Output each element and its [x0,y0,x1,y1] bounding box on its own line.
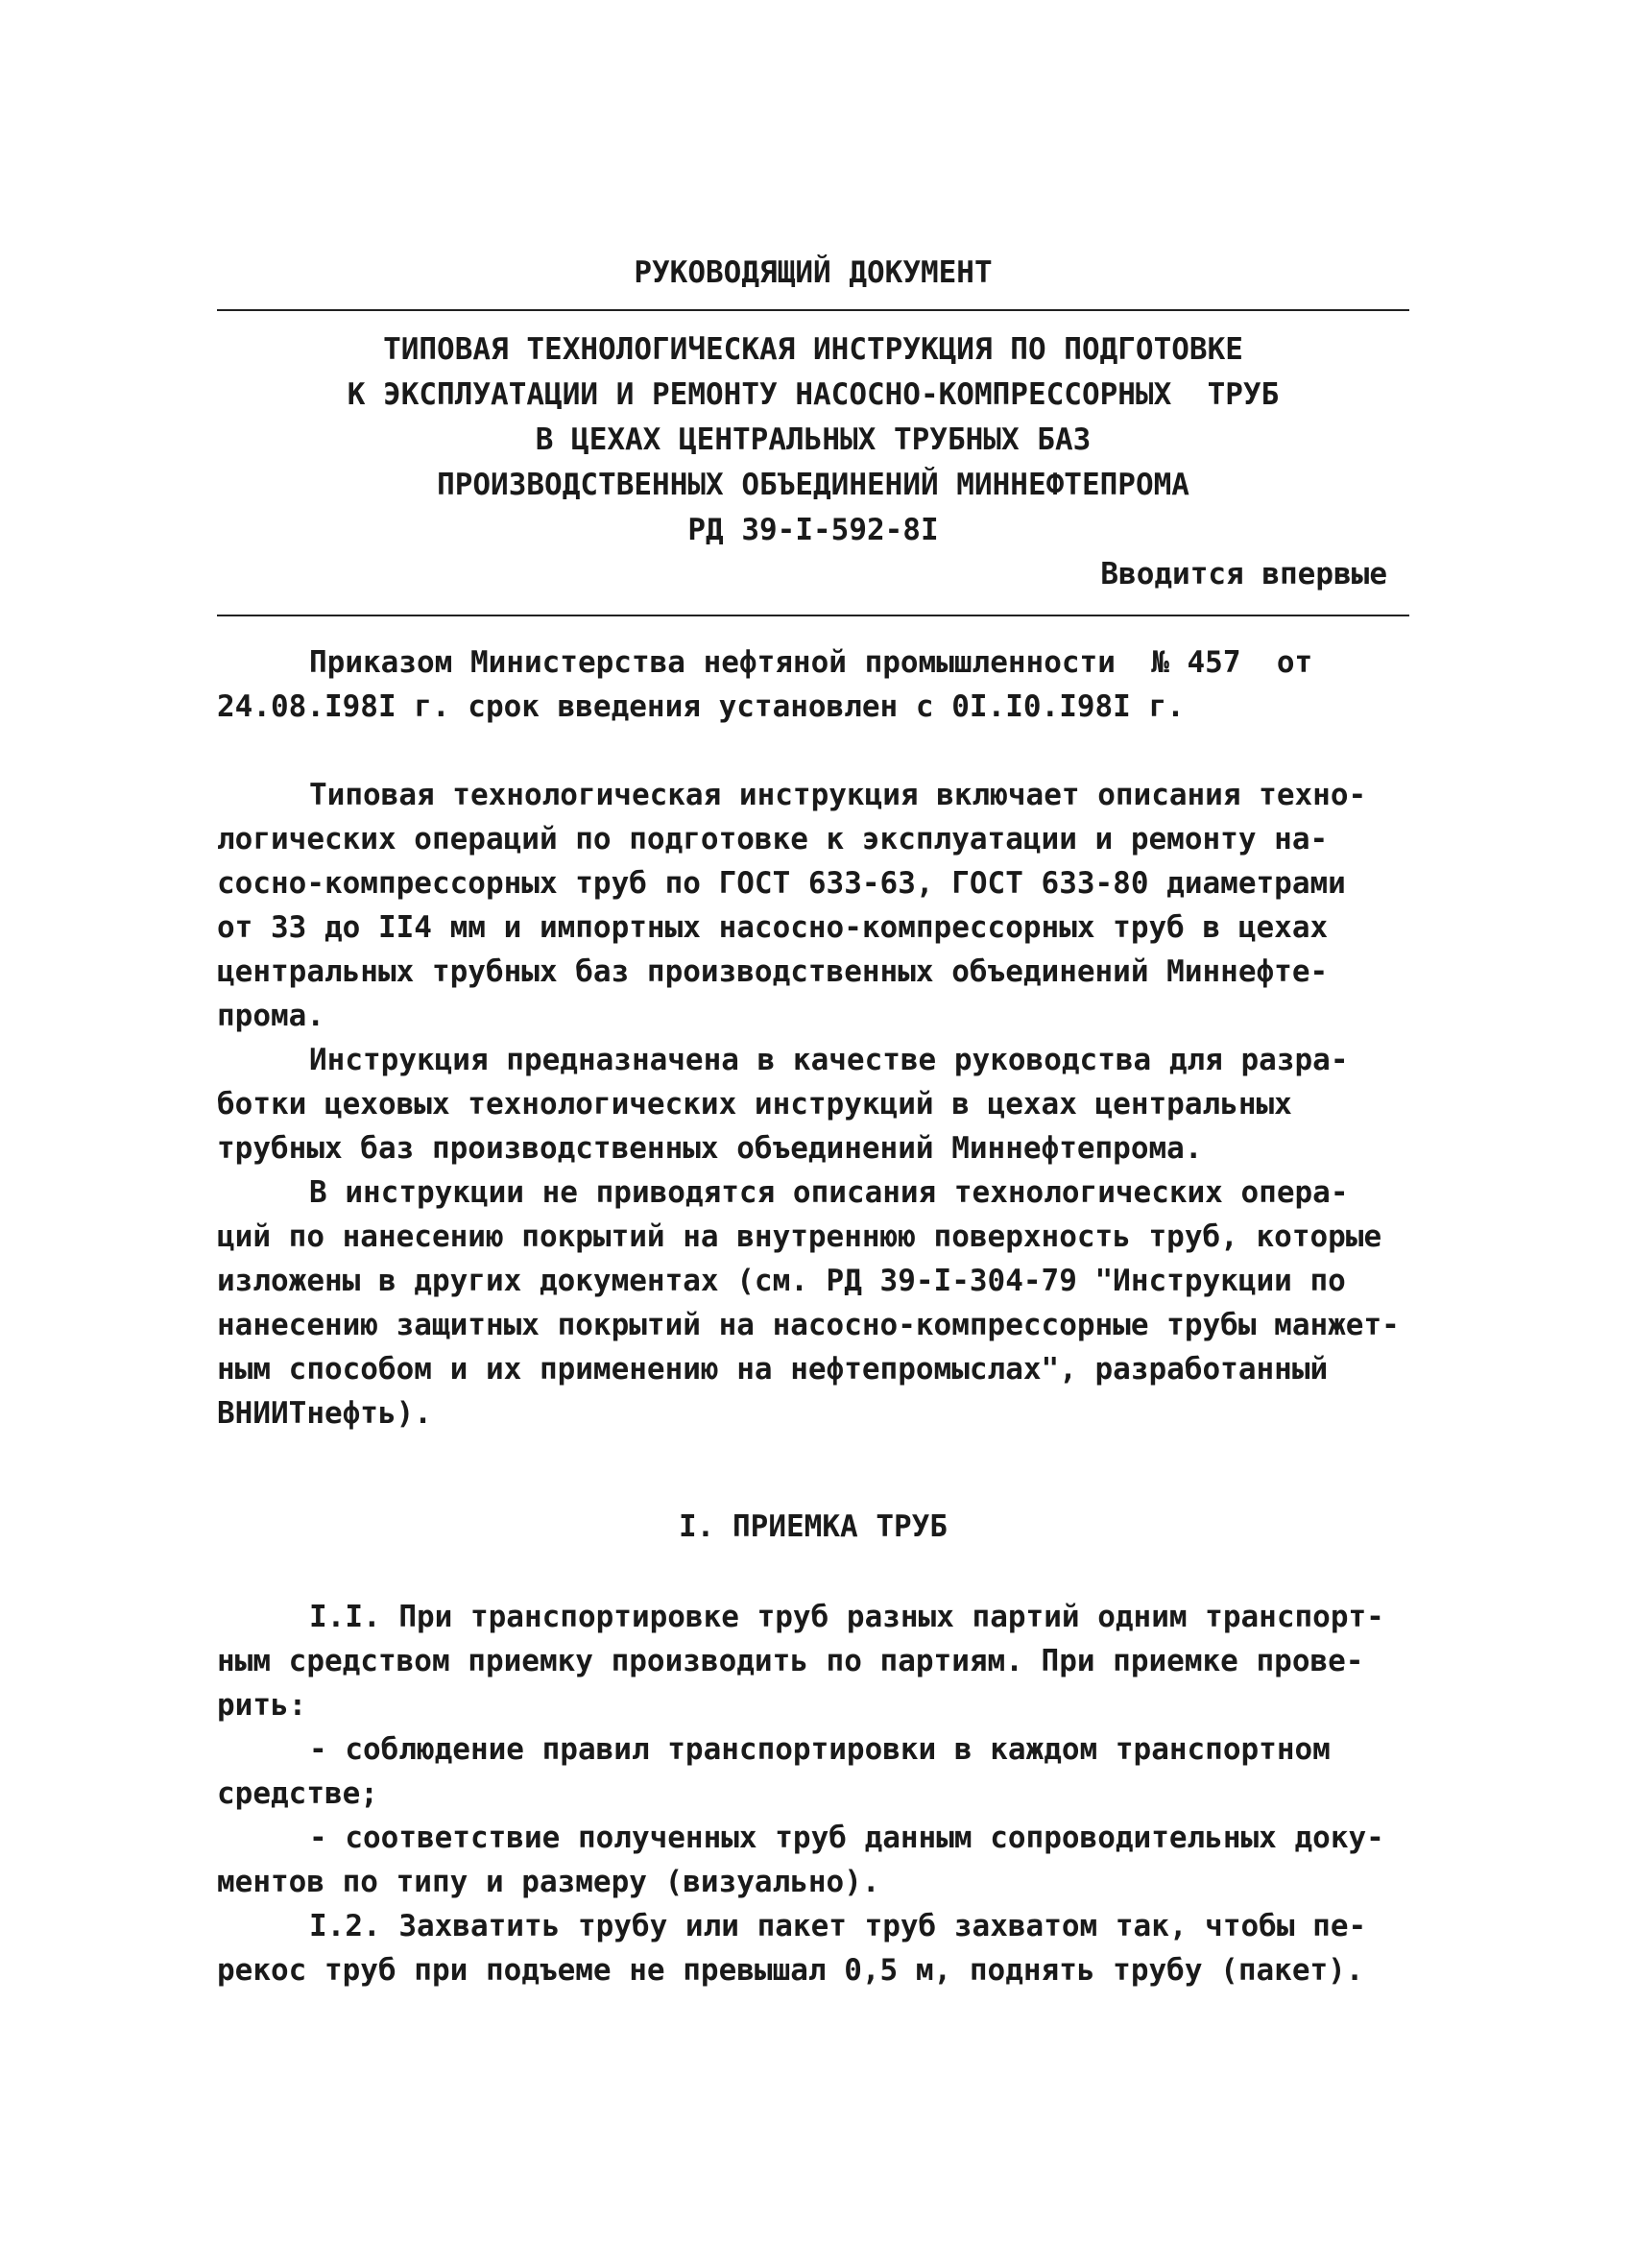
document-code: РД 39-I-592-8I [687,513,939,547]
paragraph-line: Типовая технологическая инструкция включает описания техно- [309,778,1367,812]
section-line: - соблюдение правил транспортировки в каждом транспортном [309,1732,1331,1767]
paragraph-line: ВНИИТнефть). [217,1396,432,1431]
paragraph-line: прома. [217,999,324,1033]
section-line: средстве; [217,1776,378,1811]
paragraph-line: нанесению защитных покрытий на насосно-компрессорные трубы манжет- [217,1308,1400,1342]
title-line-3: В ЦЕХАХ ЦЕНТРАЛЬНЫХ ТРУБНЫХ БАЗ [535,422,1092,457]
title-line-1: ТИПОВАЯ ТЕХНОЛОГИЧЕСКАЯ ИНСТРУКЦИЯ ПО ПОДГОТОВКЕ [383,332,1243,367]
paragraph-line: В инструкции не приводятся описания технологических опера- [309,1175,1349,1210]
section-line: рекос труб при подъеме не превышал 0,5 м, поднять трубу (пакет). [217,1953,1364,1988]
document-type-heading: РУКОВОДЯЩИЙ ДОКУМЕНТ [634,255,993,290]
paragraph-line: трубных баз производственных объединений Миннефтепрома. [217,1131,1203,1166]
order-line-2: 24.08.I98I г. срок введения установлен с 0I.I0.I98I г. [217,689,1185,724]
section-line: I.I. При транспортировке труб разных партий одним транспорт- [309,1600,1384,1634]
paragraph-line: сосно-компрессорных труб по ГОСТ 633-63, ГОСТ 633-80 диаметрами [217,866,1346,901]
paragraph-line: логических операций по подготовке к эксплуатации и ремонту на- [217,822,1329,857]
section-heading: I. ПРИЕМКА ТРУБ [679,1509,948,1544]
title-line-4: ПРОИЗВОДСТВЕННЫХ ОБЪЕДИНЕНИЙ МИННЕФТЕПРОМА [437,468,1189,502]
section-line: - соответствие полученных труб данным сопроводительных доку- [309,1821,1384,1855]
section-line: рить: [217,1688,307,1723]
section-line: ментов по типу и размеру (визуально). [217,1865,880,1899]
paragraph-line: Инструкция предназначена в качестве руководства для разра- [309,1043,1349,1077]
document-status: Вводится впервые [1100,557,1387,591]
title-line-2: К ЭКСПЛУАТАЦИИ И РЕМОНТУ НАСОСНО-КОМПРЕССОРНЫХ ТРУБ [347,377,1280,412]
header-top-rule [217,309,1409,311]
paragraph-line: ботки цеховых технологических инструкций в цехах центральных [217,1087,1292,1122]
paragraph-line: ций по нанесению покрытий на внутреннюю поверхность труб, которые [217,1219,1382,1254]
paragraph-line: изложены в других документах (см. РД 39-I-304-79 "Инструкции по [217,1264,1346,1298]
section-line: ным средством приемку производить по партиям. При приемке прове- [217,1644,1364,1678]
paragraph-line: от 33 до II4 мм и импортных насосно-компрессорных труб в цехах [217,910,1329,945]
paragraph-line: ным способом и их применению на нефтепромыслах", разработанный [217,1352,1329,1387]
section-line: I.2. Захватить трубу или пакет труб захватом так, чтобы пе- [309,1909,1367,1943]
paragraph-line: центральных трубных баз производственных объединений Миннефте- [217,954,1329,989]
order-line-1: Приказом Министерства нефтяной промышленности № 457 от [309,645,1313,680]
header-bottom-rule [217,615,1409,616]
